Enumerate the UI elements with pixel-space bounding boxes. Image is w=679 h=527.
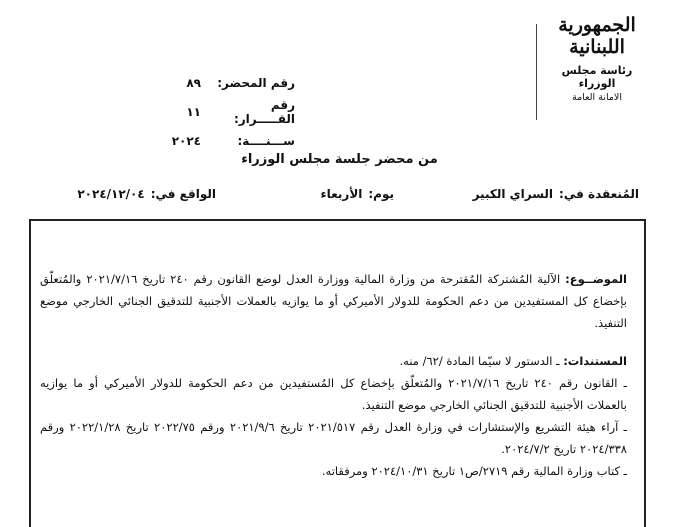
session-place-label: المُنعقدة في: [559, 187, 639, 201]
session-date [77, 187, 216, 201]
year-value: ٢٠٢٤ [171, 133, 201, 148]
logo-divider [536, 24, 537, 120]
documents-item: ـ آراء هيئة التشريع والإستشارات في وزارة العدل رقم ٢٠٢١/٥١٧ تاريخ ٢٠٢١/٩/٦ ورقم ٢٠٢٢/٧٥ تاريخ ٢٠٢٢/١/٢٨ ورقم ٢٠٢٤/٣٣٨ تاريخ ٢٠٢٤/٧/٢. [40, 420, 627, 456]
ministry-logo [543, 14, 651, 103]
record-number-row [95, 68, 295, 97]
session-day [254, 187, 394, 201]
subject-paragraph [40, 268, 627, 334]
logo-line-secretariat: الامانة العامة [572, 92, 622, 103]
record-number-label: رقم المحضر: [217, 75, 295, 90]
session-day-label: يوم: [368, 187, 394, 201]
session-place [434, 187, 639, 201]
decision-number-label: رقم القـــــرار: [233, 97, 295, 126]
session-place-value: السراي الكبير [472, 187, 554, 201]
record-number-value: ٨٩ [186, 75, 201, 90]
session-date-value: ٢٠٢٤/١٢/٠٤ [77, 187, 145, 201]
subject-label: الموضــوع: [565, 272, 627, 286]
documents-label: المستندات: [563, 354, 627, 368]
document-title: من محضر جلسة مجلس الوزراء [241, 152, 438, 167]
year-row [95, 126, 295, 155]
session-info [40, 187, 639, 201]
decision-number-row [95, 97, 295, 126]
session-date-label: الواقع في: [150, 187, 216, 201]
documents-first-item: ـ الدستور لا سيّما المادة /٦٢/ منه. [399, 354, 560, 368]
documents-head [40, 350, 627, 372]
documents-item: ـ كتاب وزارة المالية رقم ٢٧١٩/ص١ تاريخ ٢٠٢٤/١٠/٣١ ومرفقاته. [321, 464, 627, 478]
session-day-value: الأربعاء [320, 187, 363, 201]
decision-number-value: ١١ [186, 104, 201, 119]
record-meta [95, 68, 295, 155]
documents-item: ـ القانون رقم ٢٤٠ تاريخ ٢٠٢١/٧/١٦ والمُتعلّق بإخضاع كل المُستفيدين من دعم الحكومة للدولار الأميركي أو ما يوازيه بالعملات الأجنبية للتدقيق الجنائي الخارجي موضع التنفيذ. [40, 376, 627, 412]
year-label: ســـنــــة: [237, 133, 295, 148]
logo-line-lebanese: اللبنانية [569, 36, 625, 58]
logo-line-republic: الجمهورية [558, 14, 636, 36]
documents-section [40, 350, 627, 482]
subject-text: الآلية المُشتركة المُقترحة من وزارة المالية ووزارة العدل لوضع القانون رقم ٢٤٠ تاريخ ٢٠٢١/٧/١٦ والمُتعلّق بإخضاع كل المستفيدين من دعم الحكومة للدولار الأميركي أو ما يوازيه بالعملات الأجنبية للتدقيق الجنائي الخارجي موضع التنفيذ. [40, 272, 627, 330]
logo-line-presidency: رئاسة مجلس الوزراء [561, 64, 633, 90]
